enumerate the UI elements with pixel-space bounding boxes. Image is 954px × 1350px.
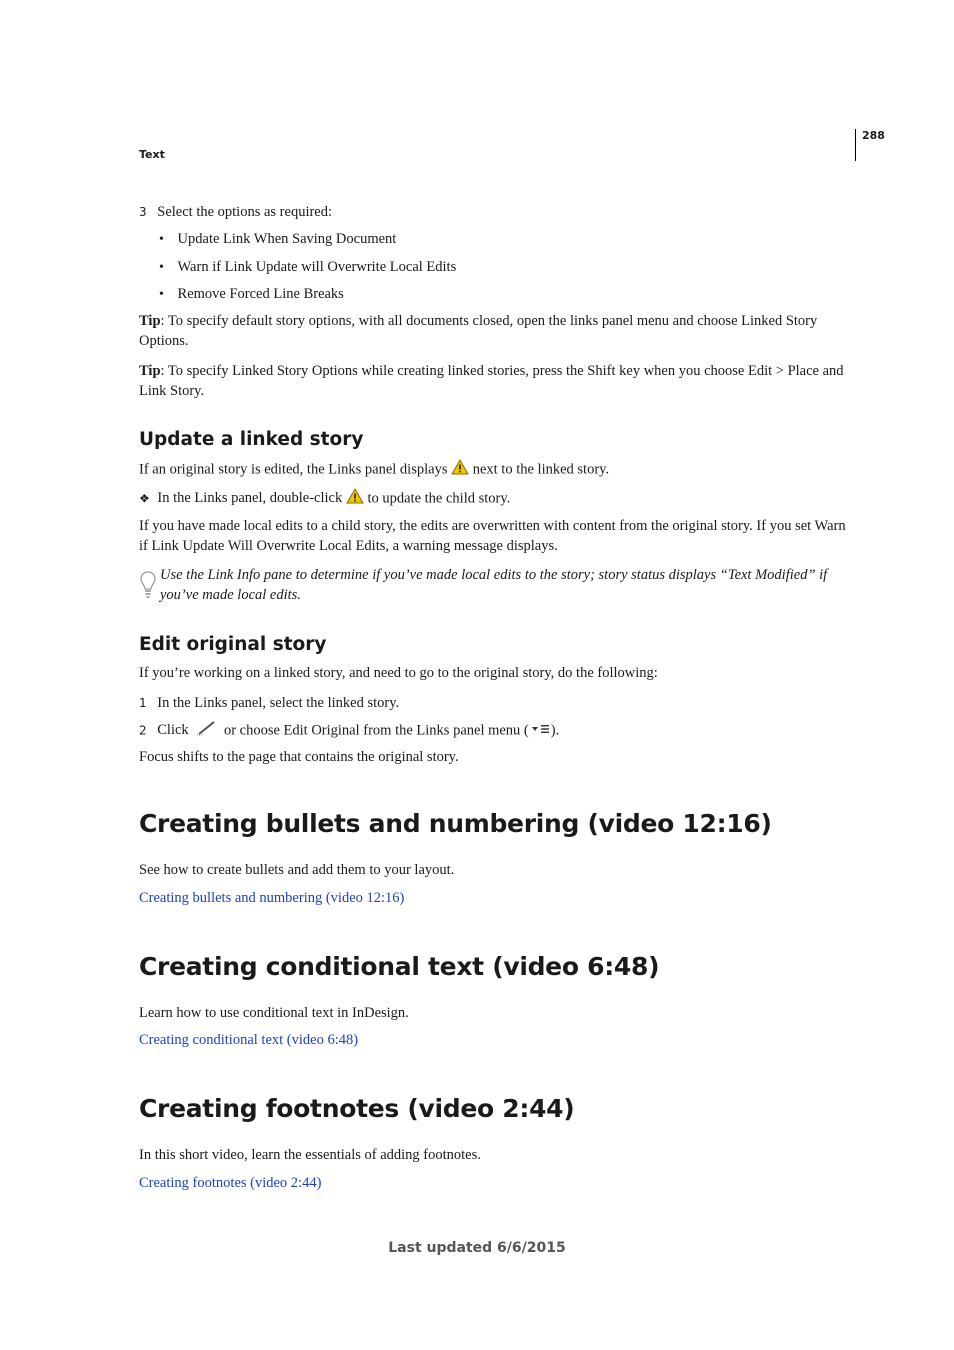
footer-updated: Last updated 6/6/2015	[388, 1240, 566, 1256]
video-heading: Creating conditional text (video 6:48)	[139, 952, 660, 981]
action-marker: ❖	[139, 491, 150, 506]
intro-text: If an original story is edited, the Links panel displays	[139, 461, 448, 478]
step-number: 3	[139, 205, 147, 219]
step-2	[139, 720, 559, 742]
step-1	[139, 693, 399, 713]
section-heading: Update a linked story	[139, 429, 364, 450]
step-text: In the Links panel, select the linked story.	[157, 695, 400, 711]
bullet-text: Update Link When Saving Document	[177, 231, 397, 247]
video-heading: Creating footnotes (video 2:44)	[139, 1094, 575, 1123]
action-step	[139, 488, 851, 510]
panel-menu-icon	[529, 721, 551, 741]
tip-label: Tip	[139, 313, 161, 329]
bullet-text: Warn if Link Update will Overwrite Local Edits	[177, 259, 457, 275]
section-heading: Edit original story	[139, 634, 327, 655]
bullet-item	[159, 229, 396, 250]
bullet-text: Remove Forced Line Breaks	[177, 286, 344, 302]
video-link[interactable]: Creating conditional text (video 6:48)	[139, 1032, 359, 1048]
tip-paragraph	[139, 361, 851, 401]
step-number: 2	[139, 723, 147, 738]
section-title: Text	[139, 148, 165, 161]
action-text: to update the child story.	[367, 490, 511, 507]
video-description: See how to create bullets and add them to your layout.	[139, 862, 455, 878]
tip-text: : To specify default story options, with all documents closed, open the links panel menu and choose Linked Story Options.	[139, 313, 818, 349]
video-heading: Creating bullets and numbering (video 12:16)	[139, 809, 772, 838]
step-text: ).	[550, 722, 560, 739]
tip-paragraph	[139, 311, 851, 351]
bullet-marker: •	[159, 232, 164, 247]
step-text: Select the options as required:	[157, 204, 333, 220]
pencil-icon	[194, 720, 218, 742]
focus-text: Focus shifts to the page that contains the original story.	[139, 749, 459, 765]
bullet-marker: •	[159, 287, 164, 302]
lightbulb-icon	[139, 570, 157, 605]
update-intro	[139, 459, 851, 481]
tip-text: : To specify Linked Story Options while creating linked stories, press the Shift key when you choose Edit > Place and Link Story.	[139, 363, 844, 399]
warning-icon	[451, 459, 469, 481]
video-description: Learn how to use conditional text in InDesign.	[139, 1005, 409, 1021]
step-text: Click	[157, 722, 189, 739]
bullet-item	[159, 257, 456, 278]
video-link[interactable]: Creating footnotes (video 2:44)	[139, 1175, 322, 1191]
bullet-item	[159, 284, 344, 305]
edit-intro: If you’re working on a linked story, and need to go to the original story, do the following:	[139, 665, 658, 681]
note-text: Use the Link Info pane to determine if you’ve made local edits to the story; story status displays “Text Modified” if you’ve made local edits.	[160, 567, 828, 603]
step-3	[139, 202, 332, 222]
step-text: or choose Edit Original from the Links panel menu (	[223, 722, 529, 739]
step-number: 1	[139, 696, 147, 710]
page-number: 288	[862, 129, 885, 142]
video-description: In this short video, learn the essentials of adding footnotes.	[139, 1147, 481, 1163]
header-rule	[855, 129, 856, 161]
video-link[interactable]: Creating bullets and numbering (video 12:16)	[139, 890, 405, 906]
action-text: In the Links panel, double-click	[157, 490, 343, 507]
tip-label: Tip	[139, 363, 161, 379]
bullet-marker: •	[159, 260, 164, 275]
warning-icon	[346, 488, 364, 510]
intro-text: next to the linked story.	[472, 461, 610, 478]
update-paragraph: If you have made local edits to a child story, the edits are overwritten with content from the original story. If you set Warn if Link Update Will Overwrite Local Edits, a warning message displays.	[139, 518, 846, 554]
